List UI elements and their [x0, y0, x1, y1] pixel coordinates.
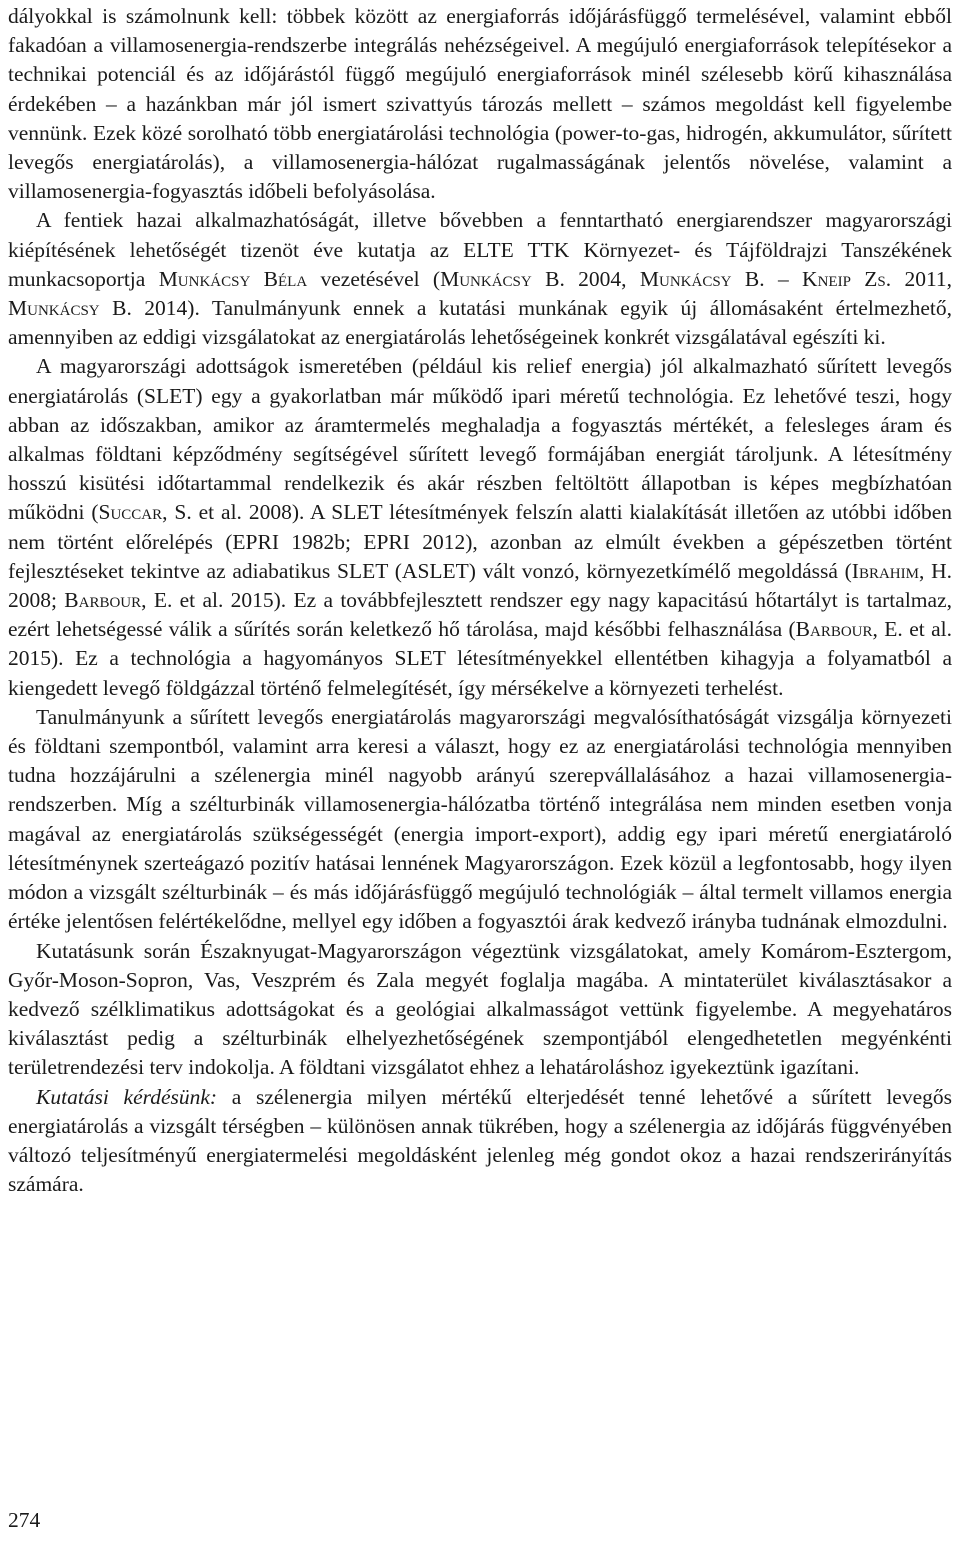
paragraph-1	[8, 2, 952, 206]
text-run: B. –	[731, 266, 803, 291]
author-name: Kneip Zs	[802, 266, 886, 291]
paragraph-4	[8, 703, 952, 937]
text-run: Kutatásunk során Északnyugat-Magyarországon végeztünk vizsgálatokat, amely Komárom-Esztergom, Győr-Moson-Sopron, Vas, Veszprém és Zala megyét foglalja magába. A mintaterület kiválasztásakor a kedvező szélklimatikus adottságokat és a geológiai alkalmasságot vettünk figyelembe. A megyehatáros kiválasztást pedig a szélturbinák elhelyezhetőségének szempontjából elengedhetetlen megyénkénti területrendezési terv indokolja. A földtani vizsgálatot ehhez a lehatároláshoz igyekeztünk igazítani.	[8, 938, 952, 1080]
author-name: Munkácsy	[639, 266, 732, 291]
text-run: , H. 2008;	[8, 558, 952, 613]
paragraph-6	[8, 1083, 952, 1200]
text-run: Tanulmányunk a sűrített levegős energiatárolás magyarországi megvalósíthatóságát vizsgálja környezeti és földtani szempontból, valamint arra keresi a választ, hogy ez az energiatárolási technológia mennyiben tudna hozzájárulni a szélenergia minél nagyobb arányú szerepvállalásához a hazai villamosenergia-rendszerben. Míg a szélturbinák villamosenergia-hálózatba történő integrálása nem minden esetben vonja magával az energiatárolás szükségességét (energia import-export), addig egy ipari méretű energiatároló létesítménynek szerteágazó pozitív hatásai lennének Magyarországon. Ezek közül a legfontosabb, hogy ilyen módon a vizsgált szélturbinák – és más időjárásfüggő megújuló technológiák – által termelt villamos energia értéke jelentősen felértékelődne, mellyel egy időben a fogyasztói árak kedvező irányba tudnának elmozdulni.	[8, 704, 952, 934]
text-run: A magyarországi adottságok ismeretében (például kis relief energia) jól alkalmazható sűrített levegős energiatárolás (SLET) egy a gyakorlatban már működő ipari méretű technológia. Ez lehetővé teszi, hogy abban az időszakban, amikor az áramtermelés meghaladja a fogyasztás mértékét, a felesleges áram és alkalmas földtani képződmény segítségével sűrített levegő formájában energiát tároljunk. A létesítmény hosszú kisütési időtartammal rendelkezik és akár részben feltöltött állapotban is képes megbízhatóan működni (	[8, 354, 952, 525]
emphasis-text: Kutatási kérdésünk:	[36, 1084, 218, 1109]
paragraph-2	[8, 206, 952, 352]
text-run: . 2011,	[885, 266, 953, 291]
author-name: Munkácsy	[440, 266, 532, 291]
page-number: 274	[8, 1508, 41, 1532]
paragraph-5	[8, 937, 952, 1083]
document-page	[8, 0, 952, 1199]
text-run: a szélenergia milyen mértékű elterjedését tenné lehetővé a sűrített levegős energiatárolás a vizsgált térségben – különösen annak tükrében, hogy a szélenergia az időjárás függvényében változó teljesítményű energiatermelési megoldásként jelenleg még gondot okoz a hazai rendszerirányítás számára.	[8, 1084, 952, 1197]
author-name: Munkácsy Béla	[158, 266, 308, 291]
author-name: Succar	[98, 500, 163, 525]
text-run: , S. et al. 2008). A SLET létesítmények felszín alatti kialakítását illetően az utóbbi időben nem történt előrelépés (EPRI 1982b; EPRI 2012), azonban az elmúlt években a gépészetben történt fejlesztéseket tekintve az adiabatikus SLET (ASLET) vált vonzó, környezetkímélő megoldássá (	[8, 500, 952, 583]
text-run: dályokkal is számolnunk kell: többek között az energiaforrás időjárásfüggő termelésével, valamint ebből fakadóan a villamosenergia-rendszerbe integrálás nehézségeivel. A megújuló energiaforrások telepítésekor a technikai potenciál és az időjárástól függő megújuló energiaforrások minél szélesebb körű kihasználása érdekében – a hazánkban már jól ismert szivattyús tározás mellett – számos megoldást kell figyelembe vennünk. Ezek közé sorolható több energiatárolási technológia (power-to-gas, hidrogén, akkumulátor, sűrített levegős energiatárolás), a villamosenergia-hálózat rugalmasságának jelentős növelése, valamint a villamosenergia-fogyasztás időbeli befolyásolása.	[8, 4, 952, 204]
author-name: Munkácsy	[8, 296, 100, 321]
author-name: Ibrahim	[851, 558, 919, 583]
text-run: vezetésével (	[307, 266, 441, 291]
author-name: Barbour	[64, 588, 142, 613]
paragraph-3	[8, 352, 952, 702]
text-run: B. 2014). Tanulmányunk ennek a kutatási munkának egyik új állomásaként értelmezhető, amennyiben az eddigi vizsgálatokat az energiatárolás lehetőségeinek konkrét vizsgálatával egészíti ki.	[8, 296, 952, 350]
text-run: A fentiek hazai alkalmazhatóságát, illetve bővebben a fenntartható energiarendszer magyarországi kiépítésének lehetőségét tizenöt éve kutatja az ELTE TTK Környezet- és Tájföldrajzi Tanszékének munkacsoportja	[8, 208, 952, 291]
author-name: Barbour	[795, 617, 873, 642]
text-run: B. 2004,	[531, 266, 640, 291]
text-run: , E. et al. 2015). Ez a technológia a hagyományos SLET létesítményekkel ellentétben kihagyja a folyamatból a kiengedett levegő földgázzal történő felmelegítését, így mérsékelve a környezeti terhelést.	[8, 617, 952, 700]
text-run: , E. et al. 2015). Ez a továbbfejlesztett rendszer egy nagy kapacitású hőtartályt is tartalmaz, ezért lehetségessé válik a sűrítés során keletkező hő tárolása, majd későbbi felhasználása (	[8, 588, 952, 642]
